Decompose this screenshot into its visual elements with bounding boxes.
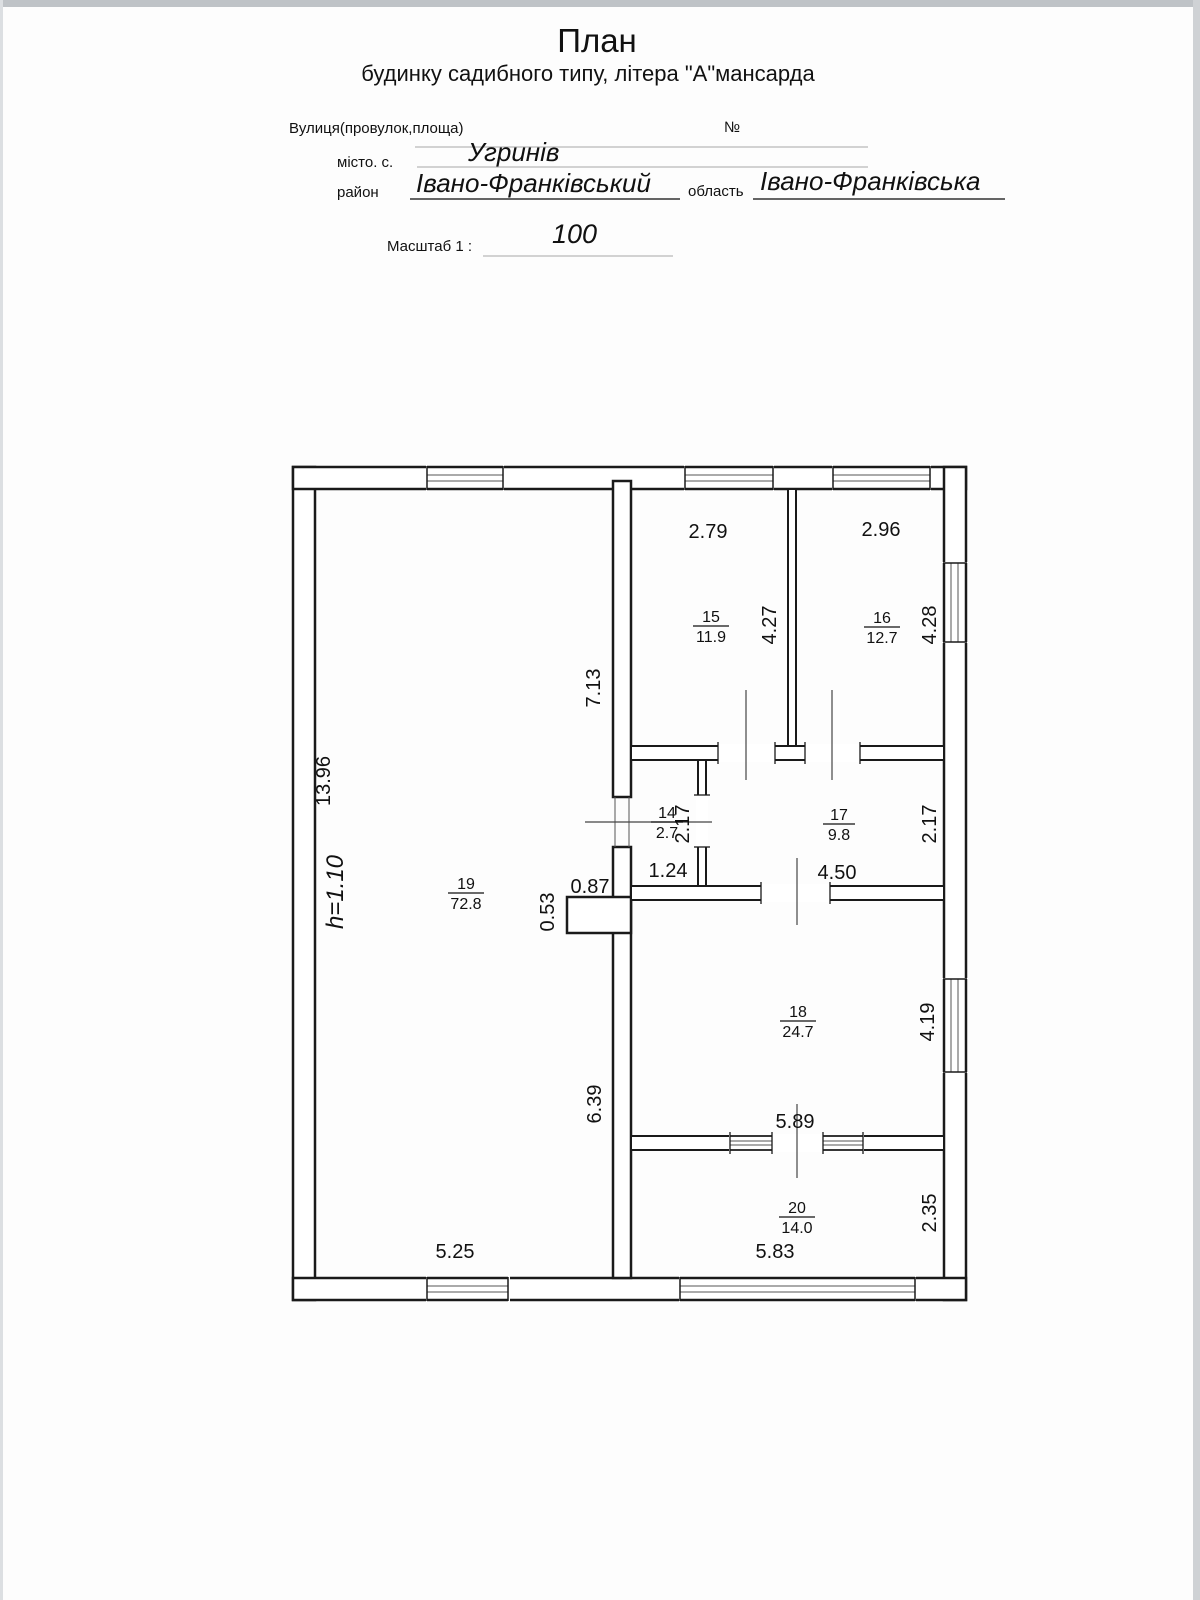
- dim-top-16: 2.96: [861, 519, 901, 541]
- door-openings: [615, 742, 863, 1154]
- district-label: район: [337, 184, 379, 201]
- room-number: 19: [457, 876, 475, 893]
- window-bottom-room19: [426, 1276, 510, 1302]
- walls: [293, 467, 966, 1300]
- room-label-17: [823, 807, 855, 844]
- dim-lower-19: 6.39: [584, 1084, 606, 1124]
- room-label-19: [448, 876, 484, 913]
- room-label-15: [693, 609, 729, 646]
- room-number: 16: [873, 610, 891, 627]
- dim-h-16: 4.28: [919, 605, 941, 645]
- room-number: 15: [702, 609, 720, 626]
- page-subtitle: будинку садибного типу, літера "А"мансарда: [361, 61, 815, 86]
- glazed-section-18-20-left: [729, 1134, 773, 1152]
- dim-h-14: 2.17: [672, 804, 694, 844]
- room-area: 72.8: [450, 896, 482, 913]
- room-area: 24.7: [782, 1024, 814, 1041]
- dim-h-15: 4.27: [759, 605, 781, 645]
- dim-left-19: 13.96: [313, 755, 335, 807]
- dim-w-14: 1.24: [648, 860, 688, 882]
- city-label: місто. с.: [337, 154, 394, 171]
- room-area: 11.9: [696, 629, 726, 646]
- dim-h-17: 2.17: [919, 804, 941, 844]
- dim-top-15: 2.79: [688, 521, 728, 543]
- window-top-room19: [426, 465, 504, 491]
- dim-alcove-d: 0.53: [537, 892, 559, 932]
- district-value: Івано-Франківський: [416, 168, 651, 198]
- glazed-section-18-20-right: [822, 1134, 864, 1152]
- page-title: План: [557, 22, 637, 59]
- room-area: 14.0: [781, 1220, 813, 1237]
- region-value: Івано-Франківська: [760, 166, 981, 196]
- door-17-18: [761, 882, 830, 904]
- dim-h-20: 2.35: [919, 1193, 941, 1233]
- window-top-room15: [684, 465, 774, 491]
- dim-bottom-19: 5.25: [435, 1241, 475, 1263]
- room-label-16: [864, 610, 900, 647]
- room-number: 18: [789, 1004, 807, 1021]
- dim-bottom-20: 5.83: [755, 1241, 795, 1263]
- partition-15-16: [788, 489, 796, 746]
- room-label-20: [779, 1200, 815, 1237]
- corridor-wall: [631, 746, 944, 760]
- dim-h-18: 4.19: [917, 1002, 939, 1042]
- room19-right-wall-upper: [613, 481, 631, 797]
- room-area: 9.8: [827, 827, 851, 844]
- chimney-block: [567, 897, 631, 933]
- room-number: 17: [830, 807, 848, 824]
- window-right-room18: [942, 978, 968, 1073]
- dim-alcove-w: 0.87: [570, 876, 610, 898]
- city-value: Угринів: [468, 137, 560, 167]
- room-number: 14: [658, 805, 676, 822]
- dim-w-18-20: 5.89: [775, 1111, 815, 1133]
- door-room14: [694, 795, 710, 847]
- dim-w-17: 4.50: [817, 862, 857, 884]
- address-form: [289, 119, 1005, 256]
- left-wall: [293, 467, 315, 1300]
- room-number: 20: [788, 1200, 806, 1217]
- window-top-room16: [832, 465, 931, 491]
- dim-upper-19: 7.13: [583, 668, 605, 708]
- window-right-room16: [942, 562, 968, 643]
- dim-ceiling-height: h=1.10: [322, 854, 349, 930]
- scale-value: 100: [552, 219, 598, 249]
- region-label: область: [688, 183, 744, 200]
- street-number-label: №: [724, 119, 741, 136]
- room-area: 2.7: [655, 825, 679, 842]
- window-bottom-room20: [679, 1276, 916, 1302]
- room-label-18: [780, 1004, 816, 1041]
- scale-label: Масштаб 1 :: [387, 238, 473, 255]
- street-label: Вулиця(провулок,площа): [289, 120, 464, 137]
- header: [361, 22, 815, 86]
- room-area: 12.7: [866, 630, 898, 647]
